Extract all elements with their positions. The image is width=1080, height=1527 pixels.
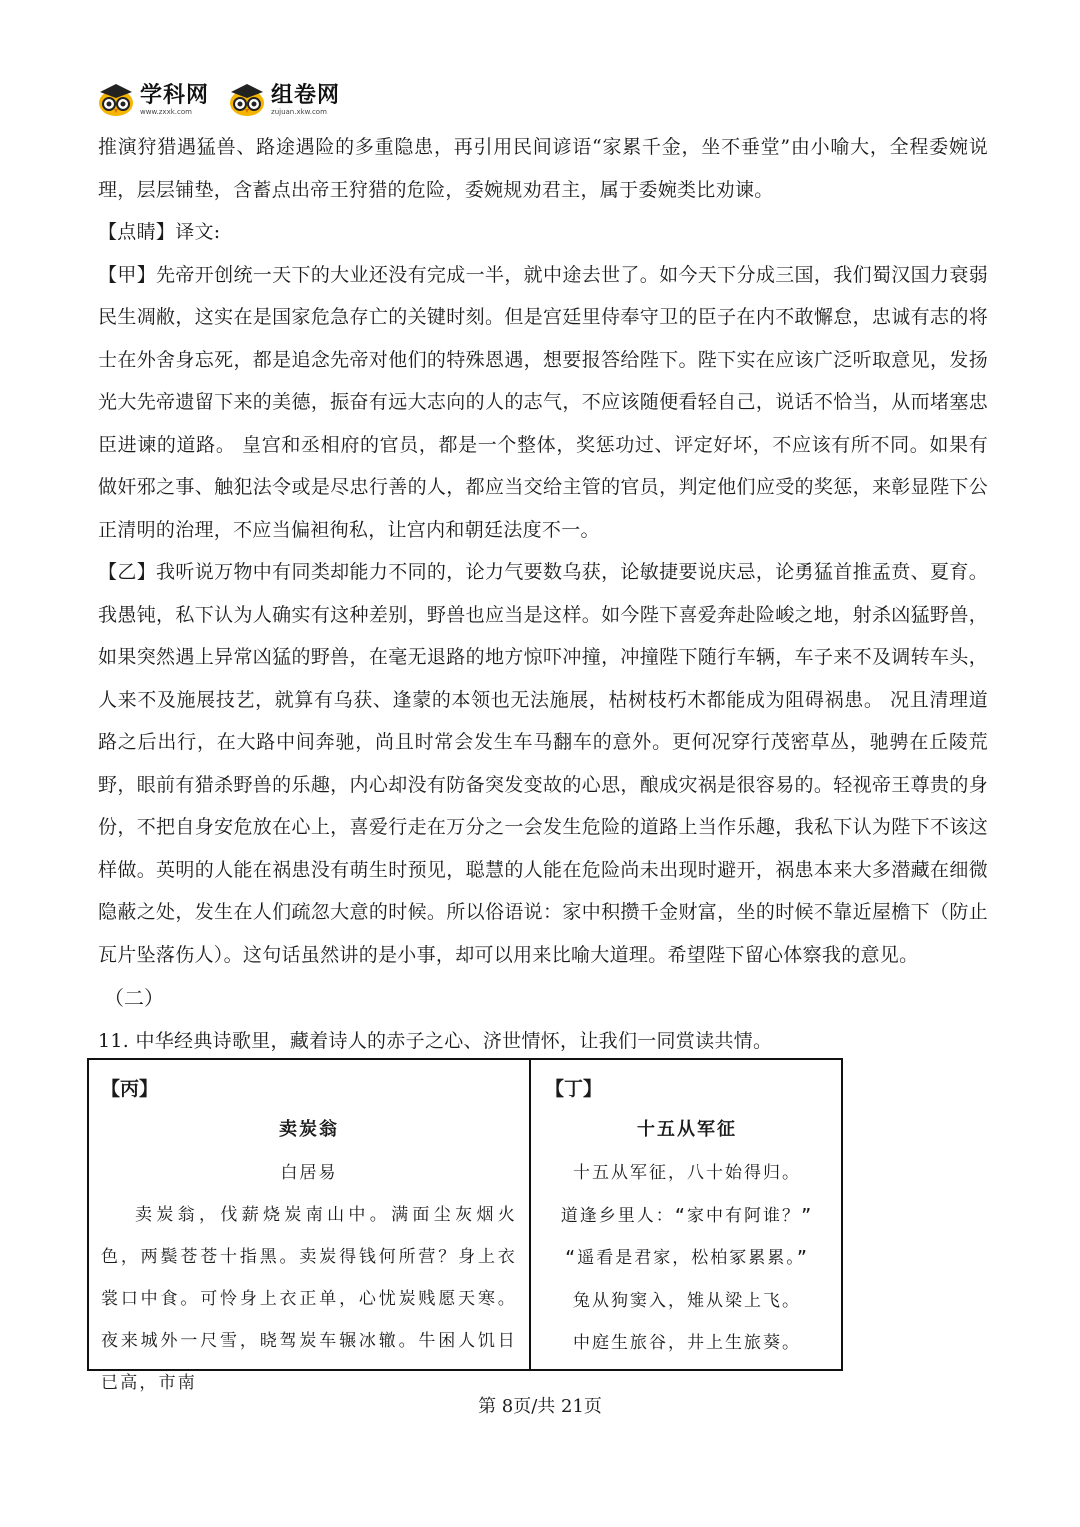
question-11: 11. 中华经典诗歌里，藏着诗人的赤子之心、济世情怀，让我们一同赏读共情。: [98, 1030, 773, 1052]
poem-label: 【丁】: [545, 1078, 603, 1100]
header-logos: [96, 80, 340, 120]
section-marker: （二）: [104, 986, 164, 1010]
owl-mascot-icon: [96, 83, 136, 117]
page-number: 第 8页/共 21页: [478, 1396, 602, 1417]
analysis-paragraph: 推演狩猎遇猛兽、路途遇险的多重隐患，再引用民间谚语“家累千金，坐不垂堂”由小喻大，全程委婉说理，层层铺垫，含蓄点出帝王狩猎的危险，委婉规劝君主，属于委婉类比劝谏。: [98, 136, 988, 201]
poem-line: 十五从军征，八十始得归。: [573, 1163, 801, 1183]
poem-line: 中庭生旅谷，井上生旅葵。: [573, 1333, 801, 1353]
logo-url: www.zxxk.com: [140, 107, 192, 116]
logo-name: 学科网: [140, 82, 210, 108]
owl-mascot-icon: [227, 83, 267, 117]
poem-title: 十五从军征: [637, 1119, 737, 1140]
poem-line: 道逢乡里人：“家中有阿谁？”: [560, 1205, 814, 1226]
translation-yi: 【乙】我听说万物中有同类却能力不同的，论力气要数乌获，论敏捷要说庆忌，论勇猛首推孟贲、夏育。我愚钝，私下认为人确实有这种差别，野兽也应当是这样。如今陛下喜爱奔赴险峻之地，射杀凶猛野兽，如果突然遇上异常凶猛的野兽，在毫无退路的地方惊吓冲撞，冲撞陛下随行车辆，车子来不及调转车头，人来不及施展技艺，就算有乌获、逢蒙的本领也无法施展，枯树枝朽木都能成为阻碍祸患。 况且清理道路之后出行，在大路中间奔驰，尚且时常会发生车马翻车的意外。更何况穿行茂密草丛，驰骋在丘陵荒野，眼前有猎杀野兽的乐趣，内心却没有防备突发变故的心思，酿成灾祸是很容易的。轻视帝王尊贵的身份，不把自身安危放在心上，喜爱行走在万分之一会发生危险的道路上当作乐趣，我私下认为陛下不该这样做。英明的人能在祸患没有萌生时预见，聪慧的人能在危险尚未出现时避开，祸患本来大多潜藏在细微隐蔽之处，发生在人们疏忽大意的时候。所以俗语说：家中积攒千金财富，坐的时候不靠近屋檐下（防止瓦片坠落伤人）。这句话虽然讲的是小事，却可以用来比喻大道理。希望陛下留心体察我的意见。: [98, 561, 988, 966]
poem-cell-bing: [89, 1060, 531, 1393]
logo-url: zujuan.xkw.com: [271, 107, 327, 116]
poem-title: 卖炭翁: [279, 1119, 339, 1140]
logo-zujuan: [227, 83, 340, 117]
translation-jia: 【甲】先帝开创统一天下的大业还没有完成一半，就中途去世了。如今天下分成三国，我们蜀汉国力衰弱民生凋敝，这实在是国家危急存亡的关键时刻。但是宫廷里侍奉守卫的臣子在内不敢懈怠，忠诚有志的将士在外舍身忘死，都是追念先帝对他们的特殊恩遇，想要报答给陛下。陛下实在应该广泛听取意见，发扬光大先帝遗留下来的美德，振奋有远大志向的人的志气，不应该随便看轻自己，说话不恰当，从而堵塞忠臣进谏的道路。 皇宫和丞相府的官员，都是一个整体，奖惩功过、评定好坏，不应该有所不同。如果有做奸邪之事、触犯法令或是尽忠行善的人，都应当交给主管的官员，判定他们应受的奖惩，来彰显陛下公正清明的治理，不应当偏袒徇私，让宫内和朝廷法度不一。: [98, 263, 988, 541]
poem-line: “遥看是君家，松柏冢累累。”: [565, 1248, 809, 1268]
translation-heading: 【点睛】译文:: [98, 221, 221, 243]
poem-label: 【丙】: [101, 1078, 159, 1100]
logo-xueke: [96, 83, 209, 117]
poem-cell-ding: [531, 1060, 841, 1369]
poem-line: 兔从狗窦入，雉从梁上飞。: [573, 1290, 801, 1311]
document-body: [98, 126, 988, 1063]
poem-table: [87, 1058, 843, 1393]
logo-name: 组卷网: [271, 82, 341, 108]
poem-body: 卖炭翁，伐薪烧炭南山中。满面尘灰烟火色，两鬓苍苍十指黑。卖炭得钱何所营？身上衣裳口中食。可怜身上衣正单，心忧炭贱愿天寒。夜来城外一尺雪，晓驾炭车辗冰辙。牛困人饥日已高，市南: [101, 1205, 517, 1393]
poem-author: 白居易: [280, 1163, 338, 1183]
